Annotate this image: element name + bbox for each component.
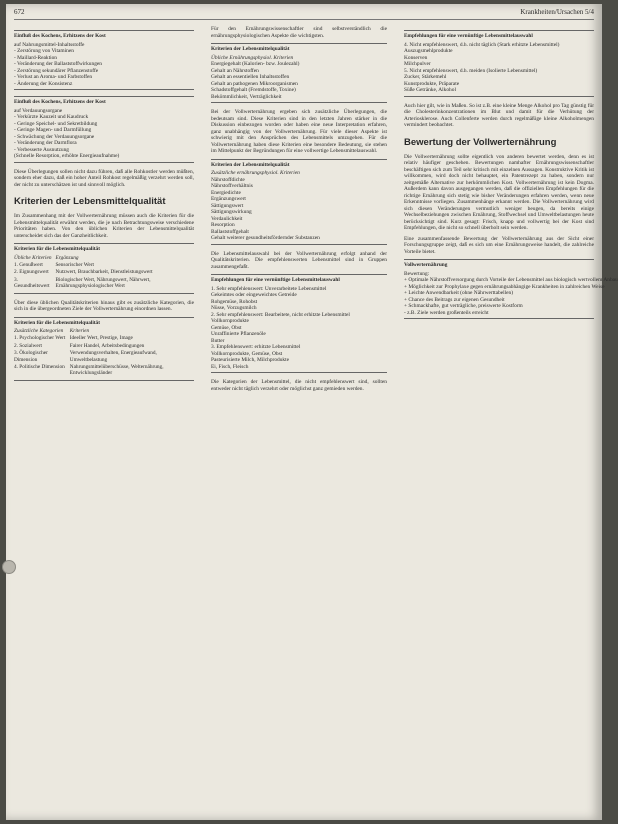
box-line: Bekömmlichkeit, Verträglichkeit — [211, 93, 282, 100]
box-line: Milchpulver — [404, 61, 431, 67]
box-lines — [14, 108, 194, 160]
table-header-row — [14, 328, 194, 335]
box-line: 2. Sehr empfehlenswert: Bearbeitete, nicht erhitzte Lebensmittel — [211, 311, 350, 318]
box-line: + Schmackhafte, gut verträgliche, preiswerte Kostform — [404, 303, 523, 309]
box-line: Nährstoffverhältnis — [211, 183, 253, 189]
document-page — [6, 4, 618, 820]
box-line: - Schwächung der Verdauungsorgane — [14, 133, 95, 140]
table-row — [14, 364, 194, 378]
box-line: - z.B. Ziele werden großenteils erreicht — [404, 309, 489, 316]
info-box — [404, 259, 618, 319]
table-header-cell: Kriterien — [69, 328, 90, 335]
box-line: - Verbesserte Ausnutzung — [14, 146, 69, 153]
table-cell: Ideeller Wert, Prestige, Image — [69, 335, 133, 342]
box-title: Einfluß des Kochens, Erhitzens der Kost — [14, 99, 106, 105]
box-title: Empfehlungen für eine vernünftige Lebensmittelauswahl — [211, 277, 340, 283]
table-cell: Fairer Handel, Arbeitsbedingungen — [69, 342, 145, 349]
info-box — [404, 30, 594, 97]
paragraph: Eine zusammenfassende Bewertung der Vollwerternährung aus der Sicht einer Forschungsgruppe zeigt, daß es sich um eine Ernährungsweise handelt, die zahlreiche Vorteile bietet. — [404, 235, 594, 255]
table-cell: 1. Psychologischer Wert — [14, 335, 66, 342]
paragraph: Die Kategorien der Lebensmittel, die nicht empfehlenswert sind, sollten entweder nicht täglich verzehrt oder möglichst ganz gemieden werden. — [211, 379, 387, 392]
paragraph: Über diese üblichen Qualitätskriterien hinaus gibt es zusätzliche Kategorien, die sich in die übergeordneten Ziele der Vollwerternährung einordnen lassen. — [14, 299, 194, 313]
paragraph: Im Zusammenhang mit der Vollwerternährung müssen auch die Kriterien für die Lebensmittelqualität erwähnt werden, die je nach Betrachtungsweise verschiedene Prioritäten haben. Von den üblichen Kriterien der Lebensmittelqualität unterscheidet sich das der Ganzheitlichkeit. — [14, 213, 194, 239]
box-line: - Zerstörung sekundärer Pflanzenstoffe — [14, 67, 99, 74]
box-line: - Veränderung der Darmflora — [14, 140, 77, 146]
box-title: Kriterien der Lebensmittelqualität — [211, 161, 290, 168]
box-line: - Geringe Speichel- und Sekretbildung — [14, 120, 98, 127]
table-header-cell: Ergänzung — [55, 254, 79, 261]
box-line: Gemüse, Obst — [211, 324, 242, 331]
box-line: - Zerstörung von Vitaminen — [14, 48, 74, 54]
box-line: Gehalt an Nährstoffen — [211, 67, 259, 74]
table-row — [14, 277, 194, 291]
table-header-cell: Übliche Kriterien — [14, 254, 52, 261]
table-cell: Sensorischer Wert — [55, 261, 94, 268]
box-line: - Geringe Magen- und Darmfüllung — [14, 127, 92, 133]
column-right — [404, 26, 618, 325]
table-cell: Nutzwert, Brauchbarkeit, Dienstleistungswert — [55, 269, 153, 276]
box-line: Vollkornprodukte, Gemüse, Obst — [211, 350, 283, 357]
table-cell: 3. Gesundheitswert — [14, 276, 50, 290]
box-line: Unraffinierte Pflanzenöle — [211, 331, 266, 337]
box-line: Butter — [211, 337, 225, 344]
running-title: Krankheiten/Ursachen 5/4 — [520, 8, 594, 16]
table-row — [14, 335, 194, 342]
box-line: Konserven — [404, 54, 428, 61]
box-line: Nährstoffdichte — [211, 176, 245, 183]
box-line: Pasteurisierte Milch, Milchprodukte — [211, 357, 289, 363]
section-heading: Bewertung der Vollwerternährung — [404, 136, 557, 148]
box-line: Gehalt weiterer gesundheitsfördernder Substanzen — [211, 235, 320, 241]
table-header-row — [14, 255, 194, 262]
box-line: Übliche Ernährungsphysiol. Kriterien — [211, 54, 294, 61]
box-line: Zucker, Stärkemehl — [404, 74, 447, 80]
box-lines — [14, 42, 194, 88]
header-rule — [14, 19, 594, 20]
info-box — [211, 274, 387, 373]
table-box — [14, 317, 194, 381]
table-cell: Nahrungsmittelüberschüsse, Welternährung, Entwicklungsländer — [69, 364, 164, 377]
box-line: Gekeimtes oder eingeweichtes Getreide — [211, 292, 297, 298]
box-line: Ei, Fisch, Fleisch — [211, 363, 249, 370]
box-line: Ballaststoffgehalt — [211, 228, 249, 235]
paragraph: Bei der Vollwerternährung ergeben sich zusätzliche Überlegungen, die bedeutsam sind. Diese Kriterien sind in den letzten Jahren stärker in die Diskussion einbezogen worden oder haben eine neue Interpretation erfahren, ganz unabhängig von der Vollwerternährung. Für viele dieser Aspekte ist schwierig mit den Ansprüchen des Lebensmittels umzugehen. Für die Vollwerternährung haben diese Kriterien eine besondere Bedeutung, sie stehen im Mittelpunkt der Begründungen für eine vollwertige Lebensmittelauswahl. — [211, 109, 387, 154]
box-line: - Maillard-Reaktion — [14, 54, 57, 61]
table-row — [14, 269, 194, 276]
box-line: Nüsse, Vorzugsmilch — [211, 305, 257, 311]
table-title: Kriterien für die Lebensmittelqualität — [14, 319, 100, 326]
box-line: Zusätzliche ernährungsphysiol. Kriterien — [211, 170, 300, 176]
box-line: auf Verdauungsorgane — [14, 107, 63, 114]
table-row — [14, 262, 194, 269]
box-lines — [404, 270, 618, 317]
paragraph: Diese Überlegungen sollen nicht dazu führen, daß alle Rohkostler werden müßten, sondern eher dazu, daß ein hoher Anteil Rohkost regelmäßig verzehrt werden soll, der nicht zu unterschätzen ist und sinnvoll möglich. — [14, 168, 194, 188]
section-heading: Kriterien der Lebensmittelqualität — [14, 196, 166, 207]
box-line: Gehalt an pathogenen Mikroorganismen — [211, 80, 298, 87]
box-line: Auszugsmehlprodukte — [404, 48, 453, 54]
box-line: Energiegehalt (Kalorien- bzw. Joulezahl) — [211, 61, 300, 67]
punch-hole — [2, 560, 16, 574]
table-title: Kriterien für die Lebensmittelqualität — [14, 246, 100, 252]
table-cell: 3. Ökologischer Dimension — [14, 350, 48, 363]
box-line: Vollkornprodukte — [211, 318, 249, 324]
info-box — [211, 43, 387, 103]
box-line: 4. Nicht empfehlenswert, d.h. nicht täglich (Stark erhitzte Lebensmittel) — [404, 41, 560, 48]
table-cell: 1. Genußwert — [14, 261, 43, 268]
table-cell: 2. Eignungswert — [14, 269, 49, 276]
info-box — [14, 96, 194, 163]
box-line: Ergänzungswert — [211, 196, 246, 202]
column-left — [14, 26, 194, 387]
box-line: - Verkürzte Kauzeit und Kaudruck — [14, 114, 89, 120]
quality-table — [14, 255, 194, 291]
box-title: Vollwerternährung — [404, 262, 448, 268]
box-line: auf Nahrungsmittel-Inhaltsstoffe — [14, 41, 85, 48]
box-line: Resorption — [211, 222, 235, 228]
paragraph: Auch hier gilt, wie in Maßen. So ist z.B. eine kleine Menge Alkohol pro Tag günstig für die Cholesterinkonzentrationen im Blut und damit für die Verhütung der Arteriosklerose. Auch Collenferte werden durch regelmäßige kleine Alkoholmengen vermindert beobachtet. — [404, 102, 594, 128]
box-title: Empfehlungen für eine vernünftige Lebensmittelauswahl — [404, 33, 533, 39]
table-cell: 4. Politische Dimension — [14, 364, 65, 371]
box-line: + Leichte Anwendbarkeit (ohne Nährwerttabellen) — [404, 290, 514, 296]
box-line: Rohgemüse, Rohobst — [211, 298, 258, 305]
column-middle — [211, 26, 387, 396]
paragraph: Die Vollwerternährung sollte eigentlich von anderen bewertet werden, denn es ist relativ häufiger geschehen. Bewertungen namhafter Ernährungswissenschaftler beschäftigen sich zum Teil sehr kritisch mit einzelnen Aussagen. Konstruktive Kritik ist willkommen, wird doch nicht behauptet, ein Patentrezept zu haben, sondern nur zeitgemäße Alternative zur herkömmlichen Kost. Vollwerternährung ist kein Dogma. Außerdem kann davon ausgegangen werden, daß die offiziellen Empfehlungen für die richtige Ernährung sich stetig wie bisher Veränderungen erfahren werden, wenn neue Erkenntnisse vorliegen. Zusammenhänge erkannt werden. Die Vollwerternährung wird sich diesen Veränderungen vermutlich weniger beugen, da bereits einige Wechselbeziehungen zwischen Ernährung, Stoffwechsel und Umweltbelastungen heute berücksichtigt sind. Kurz gesagt: Frisch, knapp und vollwertig bei der Kost sind Empfehlungen, die nicht so schnell überholt sein werden. — [404, 153, 594, 231]
box-line: - Änderung der Konsistenz — [14, 80, 73, 87]
table-row — [14, 350, 194, 364]
box-title: Kriterien der Lebensmittelqualität — [211, 46, 290, 52]
box-lines — [211, 170, 387, 242]
paragraph: Die Lebensmittelauswahl bei der Vollwerternährung erfolgt anhand der Qualitätskriterien. Die empfehlenswerten Lebensmittel sind in Gruppen zusammengefaßt. — [211, 250, 387, 270]
box-lines — [404, 42, 594, 94]
box-line: Sättigungswirkung — [211, 209, 252, 215]
box-line: 5. Nicht empfehlenswert, d.h. meiden (Isolierte Lebensmittel) — [404, 67, 538, 74]
box-line: Kunstprodukte, Präparate — [404, 80, 460, 87]
box-lines — [211, 55, 387, 101]
box-line: Schadstoffgehalt (Fremdstoffe, Toxine) — [211, 87, 296, 93]
box-line: (Schnelle Resorption, erhöhte Energieaufnahme) — [14, 153, 120, 159]
table-cell: 2. Sozialwert — [14, 342, 42, 349]
page-number: 672 — [14, 8, 25, 16]
table-box — [14, 243, 194, 294]
box-line: - Veränderung der Ballaststoffwirkungen — [14, 61, 102, 67]
paragraph: Für den Ernährungswissenschaftler sind selbstverständlich die ernährungsphysiologischen Aspekte die wichtigsten. — [211, 26, 387, 39]
box-line: + Möglichkeit zur Prophylaxe gegen ernährungsabhängige Krankheiten in zahlreichen Weise — [404, 283, 605, 290]
box-line: Bewertung: — [404, 270, 430, 277]
box-lines — [211, 286, 387, 371]
box-line: Gehalt an essentiellen Inhaltsstoffen — [211, 74, 290, 80]
quality-table — [14, 328, 194, 378]
box-line: Süße Getränke, Alkohol — [404, 87, 456, 93]
box-line: - Verlust an Aroma- und Farbstoffen — [14, 74, 93, 80]
box-line: Sättigungswert — [211, 202, 244, 209]
info-box — [211, 159, 387, 245]
info-box — [14, 30, 194, 90]
table-header-cell: Zusätzliche Kategorien — [14, 328, 64, 335]
box-line: Energiedichte — [211, 189, 241, 196]
box-title: Einfluß des Kochens, Erhitzens der Kost — [14, 33, 106, 39]
box-line: + Optimale Nährstoffversorgung durch Vorteile der Lebensmittel aus biologisch wertvollem Anbau — [404, 277, 618, 283]
table-cell: Biologischer Wert, Nährungswert, Nährwert, Ernährungsphysiologischer Wert — [55, 276, 151, 290]
box-line: + Chance des Beitrags zur eigenen Gesundheit — [404, 296, 505, 303]
table-cell: Verwendungsverhalten, Energieaufwand, Umweltbelastung — [69, 350, 157, 363]
box-line: Verdaulichkeit — [211, 215, 243, 222]
box-line: 3. Empfehlenswert: erhitzte Lebensmittel — [211, 344, 301, 350]
box-line: 1. Sehr empfehlenswert: Unverarbeitete Lebensmittel — [211, 285, 327, 292]
